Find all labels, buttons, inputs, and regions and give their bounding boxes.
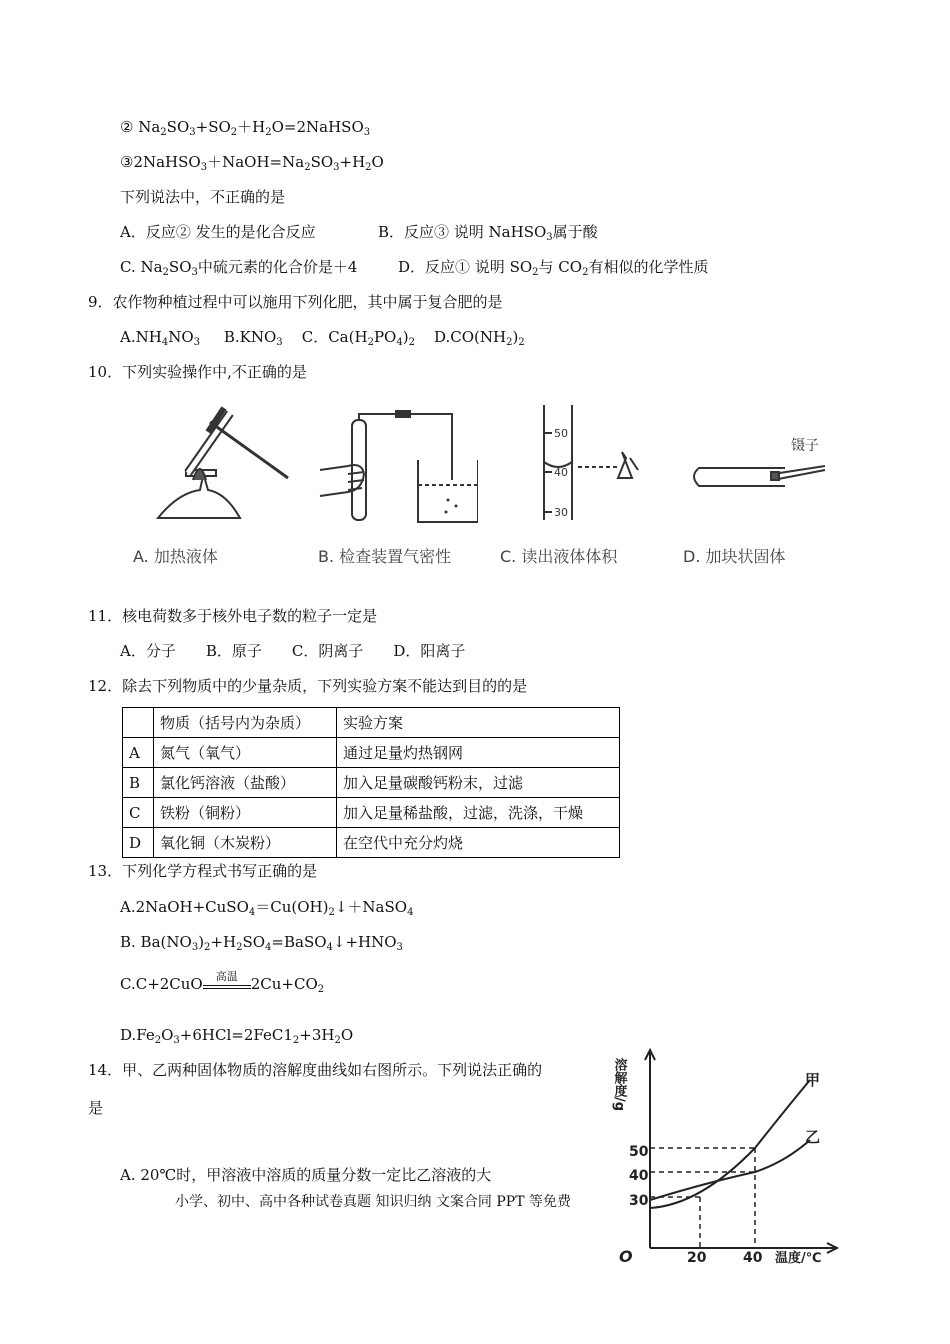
x-axis-label: 温度/℃ — [775, 1251, 822, 1266]
table-cell: A — [123, 738, 154, 768]
table-cell: 通过足量灼热钢网 — [337, 738, 620, 768]
question-13-option-a: $A.2NaOH+CuSO_4=Cu(OH)_2↓+NaSO_4$ — [120, 898, 414, 918]
caption-a: A. 加热液体 — [133, 547, 218, 566]
table-row — [123, 828, 620, 858]
table-header-cell — [123, 708, 154, 738]
question-11-options: A．分子 B．原子 C．阴离子 D．阳离子 — [120, 642, 466, 660]
solubility-curve-graph — [605, 1040, 850, 1270]
caption-d: D. 加块状固体 — [683, 547, 786, 566]
question-14: 14．甲、乙两种固体物质的溶解度曲线如右图所示。下列说法正确的 — [88, 1061, 543, 1079]
curve-label-yi: 乙 — [805, 1128, 821, 1146]
question-14-option-a: A. 20℃时，甲溶液中溶质的质量分数一定比乙溶液的大 — [120, 1166, 492, 1184]
table-cell: 加入足量碳酸钙粉末，过滤 — [337, 768, 620, 798]
table-cell: 铁粉（铜粉） — [154, 798, 337, 828]
tweezers-label: 镊子 — [791, 438, 819, 454]
cylinder-tick-50: 50 — [554, 427, 568, 440]
footer-ad: 小学、初中、高中各种试卷真题 知识归纳 文案合同 PPT 等免费 — [175, 1194, 571, 1210]
question-9: 9．农作物种植过程中可以施用下列化肥，其中属于复合肥的是 — [88, 293, 503, 311]
question-13-option-d: $D.Fe_2O_3+6HCl=2FeC1_2+3H_2O$ — [120, 1026, 354, 1046]
reaction-condition: 高温 — [215, 970, 238, 983]
experiment-c-reading-volume — [530, 400, 645, 525]
question-13-option-b: B. $Ba(NO_3)_2+H_2SO_4=BaSO_4↓+HNO_3$ — [120, 933, 403, 953]
curve-jia — [650, 1080, 810, 1208]
cylinder-tick-30: 30 — [554, 506, 568, 519]
option-c: C. $Na_2SO_3$中硫元素的化合价是＋4 — [120, 258, 358, 278]
y-axis-label: 溶解度/g — [611, 1058, 627, 1112]
x-tick-20: 20 — [687, 1250, 707, 1266]
table-cell: 氯化钙溶液（盐酸） — [154, 768, 337, 798]
experiment-d-solid-addition — [685, 428, 835, 498]
option-a: A．反应② 发生的是化合反应 — [120, 223, 316, 241]
question-12: 12．除去下列物质中的少量杂质，下列实验方案不能达到目的的是 — [88, 677, 528, 695]
table-cell: 氧化铜（木炭粉） — [154, 828, 337, 858]
purification-table — [122, 707, 620, 858]
origin-label: O — [619, 1247, 633, 1266]
question-10: 10．下列实验操作中,不正确的是 — [88, 363, 307, 381]
caption-b: B. 检查装置气密性 — [318, 547, 452, 566]
table-header-cell: 实验方案 — [337, 708, 620, 738]
table-header-row — [123, 708, 620, 738]
table-cell: B — [123, 768, 154, 798]
table-header-cell: 物质（括号内为杂质） — [154, 708, 337, 738]
option-b: B．反应③ 说明 NaHSO$_3$属于酸 — [378, 223, 598, 243]
table-cell: 在空代中充分灼烧 — [337, 828, 620, 858]
question-13-option-c: C.C+2CuO 高温 $2Cu+CO_2$ — [120, 973, 324, 994]
question-11: 11．核电荷数多于核外电子数的粒子一定是 — [88, 607, 378, 625]
caption-c: C. 读出液体体积 — [500, 547, 618, 566]
table-cell: 加入足量稀盐酸，过滤，洗涤，干燥 — [337, 798, 620, 828]
experiment-a-heating-liquid — [148, 398, 298, 533]
experiment-b-airtightness — [318, 410, 478, 525]
table-cell: D — [123, 828, 154, 858]
question-9-options: $A.NH_4NO_3$ $B.KNO_3$ C．$Ca(H_2PO_4)_2$ $D.CO(NH_2)_2$ — [120, 328, 525, 348]
y-tick-40: 40 — [629, 1168, 649, 1184]
option-d: D．反应① 说明 $SO_2$与 $CO_2$有相似的化学性质 — [398, 258, 709, 278]
curve-label-jia: 甲 — [805, 1071, 821, 1089]
table-cell: C — [123, 798, 154, 828]
question-13: 13．下列化学方程式书写正确的是 — [88, 862, 318, 880]
y-tick-30: 30 — [629, 1193, 649, 1209]
table-row — [123, 798, 620, 828]
table-row — [123, 738, 620, 768]
question-14-cont: 是 — [88, 1099, 104, 1117]
table-cell: 氮气（氧气） — [154, 738, 337, 768]
table-row — [123, 768, 620, 798]
curve-yi — [650, 1140, 810, 1200]
cylinder-tick-40: 40 — [554, 466, 568, 479]
question-stem: 下列说法中，不正确的是 — [120, 188, 286, 206]
y-tick-50: 50 — [629, 1144, 649, 1160]
x-tick-40: 40 — [743, 1250, 763, 1266]
reaction-2: ② $Na_2SO_3+SO_2+H_2O=2NaHSO_3$ — [120, 118, 371, 138]
reaction-3: $③2NaHSO_3+NaOH=Na_2SO_3+H_2O$ — [120, 153, 384, 173]
